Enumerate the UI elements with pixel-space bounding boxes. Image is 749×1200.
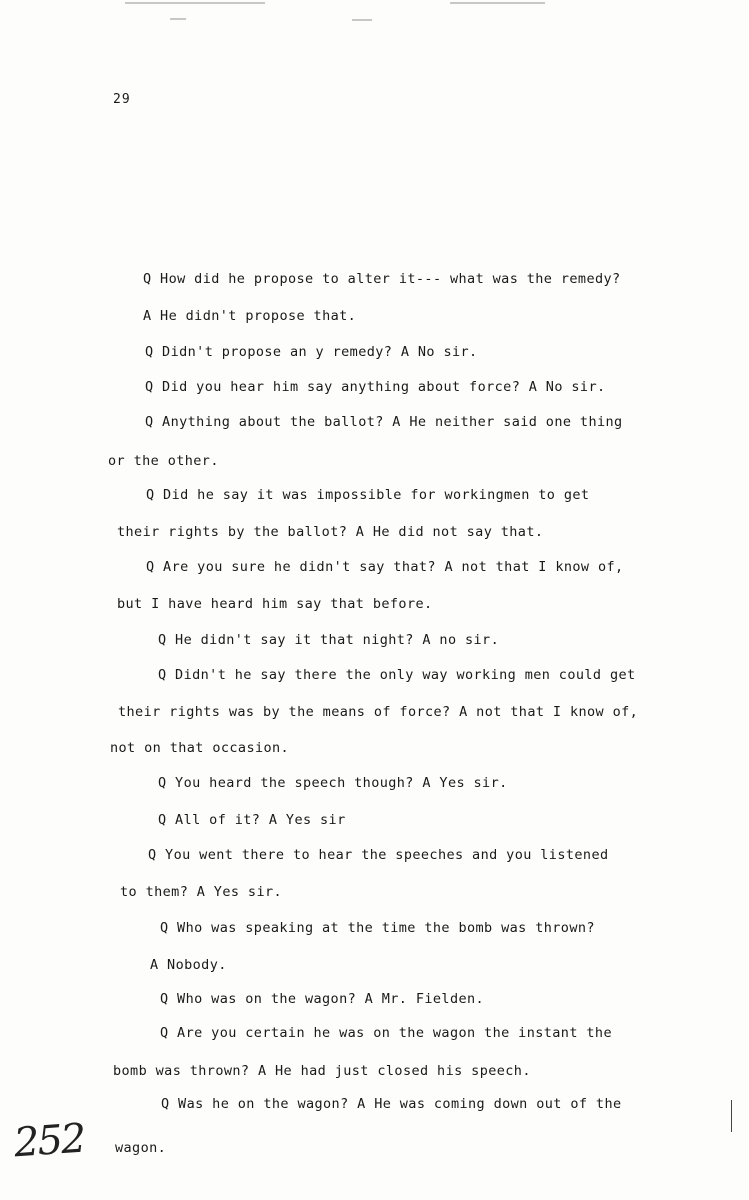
transcript-line: bomb was thrown? A He had just closed his speech.	[113, 1063, 531, 1079]
scan-artifact	[170, 18, 186, 20]
transcript-line: not on that occasion.	[110, 740, 290, 756]
transcript-line: Q Did you hear him say anything about force? A No sir.	[145, 379, 606, 395]
transcript-line: to them? A Yes sir.	[120, 884, 283, 900]
transcript-line: Q Are you certain he was on the wagon the instant the	[160, 1025, 612, 1041]
transcript-line: wagon.	[115, 1140, 167, 1156]
scan-artifact	[450, 2, 545, 4]
scan-artifact	[125, 2, 265, 4]
transcript-line: A Nobody.	[150, 957, 227, 973]
transcript-line: their rights was by the means of force? A not that I know of,	[118, 704, 639, 720]
handwritten-page-number: 252	[12, 1115, 86, 1167]
transcript-line: Q Are you sure he didn't say that? A not that I know of,	[146, 559, 624, 575]
transcript-line: Q You went there to hear the speeches and you listened	[148, 847, 609, 863]
scan-artifact	[352, 19, 372, 21]
transcript-line: Q Did he say it was impossible for workingmen to get	[146, 487, 590, 503]
transcript-line: Q How did he propose to alter it--- what was the remedy?	[143, 271, 621, 287]
transcript-line: Q You heard the speech though? A Yes sir.	[158, 775, 508, 791]
transcript-line: their rights by the ballot? A He did not say that.	[117, 524, 544, 540]
transcript-line: Q Who was speaking at the time the bomb was thrown?	[160, 920, 595, 936]
transcript-line: Q Anything about the ballot? A He neither said one thing	[145, 414, 623, 430]
transcript-line: Q Didn't propose an y remedy? A No sir.	[145, 344, 478, 360]
transcript-line: Q All of it? A Yes sir	[158, 812, 346, 828]
transcript-line: but I have heard him say that before.	[117, 596, 433, 612]
transcript-line: Q He didn't say it that night? A no sir.	[158, 632, 500, 648]
transcript-line: Q Was he on the wagon? A He was coming down out of the	[161, 1096, 622, 1112]
margin-mark	[731, 1100, 732, 1132]
transcript-line: or the other.	[108, 453, 219, 469]
page-number: 29	[113, 92, 131, 107]
transcript-line: Q Who was on the wagon? A Mr. Fielden.	[160, 991, 485, 1007]
transcript-line: A He didn't propose that.	[143, 308, 357, 324]
transcript-line: Q Didn't he say there the only way working men could get	[158, 667, 636, 683]
